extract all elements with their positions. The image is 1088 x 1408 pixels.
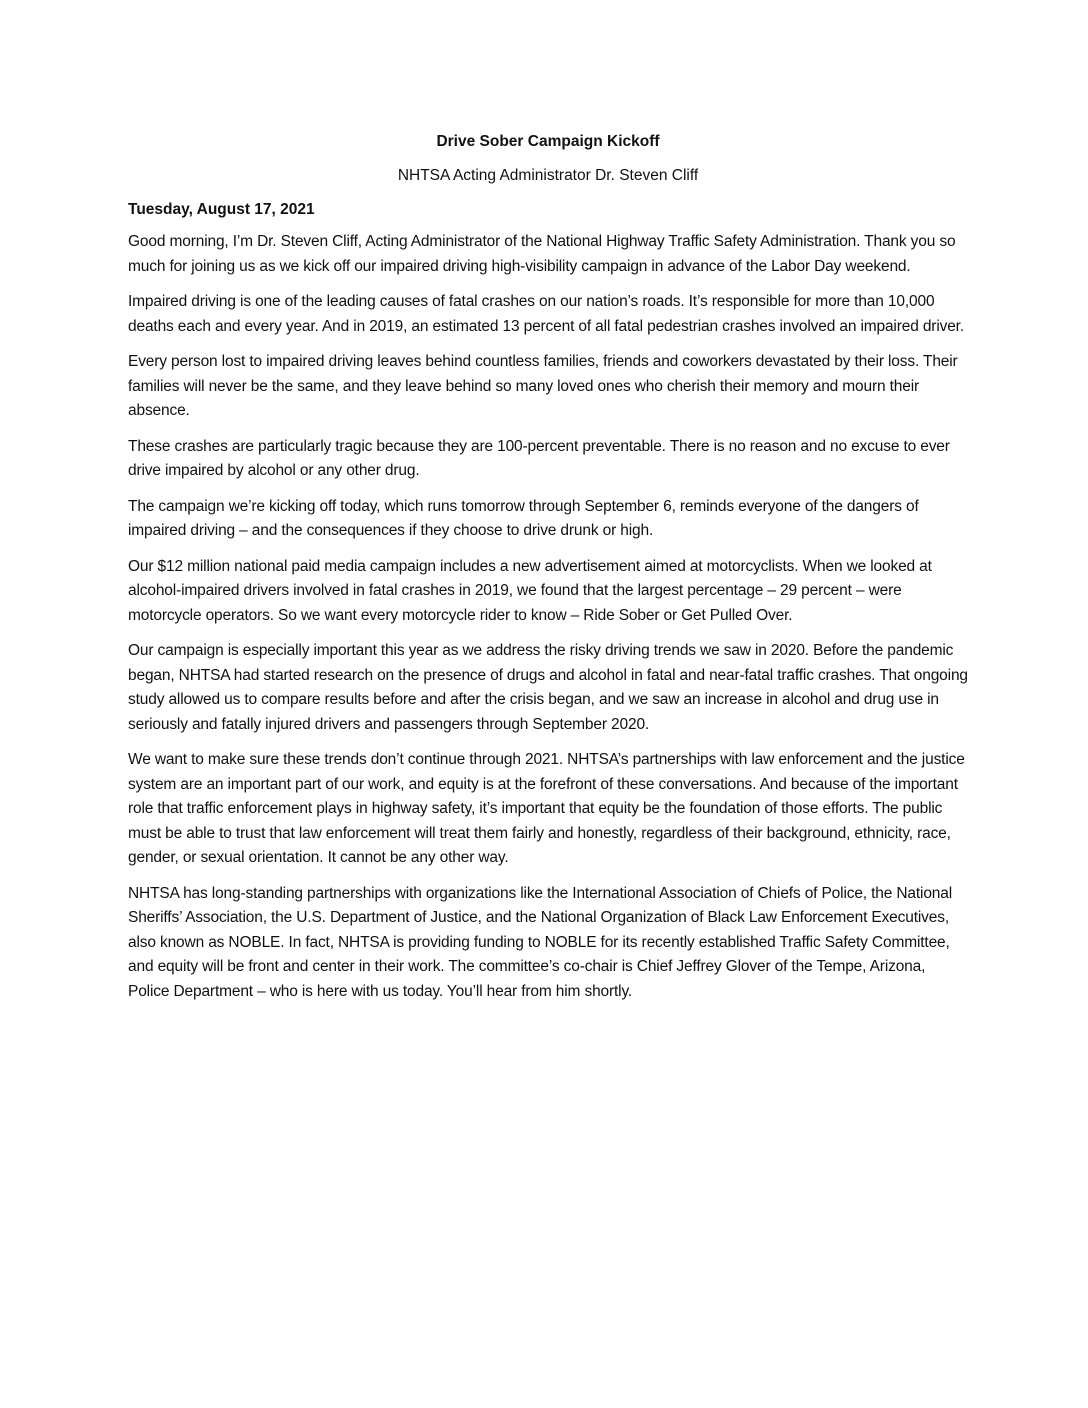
document-body [128, 130, 968, 1015]
paragraph: NHTSA has long-standing partnerships with organizations like the International Association of Chiefs of Police, the National Sheriffs’ Association, the U.S. Department of Justice, and the National Organization of Black Law Enforcement Executives, also known as NOBLE. In fact, NHTSA is providing funding to NOBLE for its recently established Traffic Safety Committee, and equity will be front and center in their work. The committee’s co-chair is Chief Jeffrey Glover of the Tempe, Arizona, Police Department – who is here with us today. You’ll hear from him shortly. [128, 884, 953, 1000]
paragraph: Our $12 million national paid media campaign includes a new advertisement aimed at motorcyclists. When we looked at alcohol-impaired drivers involved in fatal crashes in 2019, we found that the largest percentage – 29 percent – were motorcycle operators. So we want every motorcycle rider to know – Ride Sober or Get Pulled Over. [128, 557, 932, 624]
paragraph: Impaired driving is one of the leading causes of fatal crashes on our nation’s roads. It’s responsible for more than 10,000 deaths each and every year. And in 2019, an estimated 13 percent of all fatal pedestrian crashes involved an impaired driver. [128, 293, 964, 335]
paragraph: The campaign we’re kicking off today, which runs tomorrow through September 6, reminds everyone of the dangers of impaired driving – and the consequences if they choose to drive drunk or high. [128, 497, 919, 539]
paragraph: Every person lost to impaired driving leaves behind countless families, friends and coworkers devastated by their loss. Their families will never be the same, and they leave behind so many loved ones who cherish their memory and mourn their absence. [128, 353, 958, 419]
document-date: Tuesday, August 17, 2021 [128, 201, 315, 218]
paragraph: Good morning, I’m Dr. Steven Cliff, Acting Administrator of the National Highway Traffic Safety Administration. Thank you so much for joining us as we kick off our impaired driving high-visibility campaign in advance of the Labor Day weekend. [128, 233, 956, 275]
paragraph: Our campaign is especially important this year as we address the risky driving trends we saw in 2020. Before the pandemic began, NHTSA had started research on the presence of drugs and alcohol in fatal and near-fatal traffic crashes. That ongoing study allowed us to compare results before and after the crisis began, and we saw an increase in alcohol and drug use in seriously and fatally injured drivers and passengers through September 2020. [128, 642, 968, 733]
paragraph: We want to make sure these trends don’t continue through 2021. NHTSA’s partnerships with law enforcement and the justice system are an important part of our work, and equity is at the forefront of these conversations. And because of the important role that traffic enforcement plays in highway safety, it’s important that equity be the foundation of those efforts. The public must be able to trust that law enforcement will treat them fairly and honestly, regardless of their background, ethnicity, race, gender, or sexual orientation. It cannot be any other way. [128, 751, 965, 866]
document-title: Drive Sober Campaign Kickoff [436, 133, 660, 150]
document-subtitle: NHTSA Acting Administrator Dr. Steven Cliff [397, 167, 699, 184]
paragraph: These crashes are particularly tragic because they are 100-percent preventable. There is no reason and no excuse to ever drive impaired by alcohol or any other drug. [128, 437, 950, 479]
